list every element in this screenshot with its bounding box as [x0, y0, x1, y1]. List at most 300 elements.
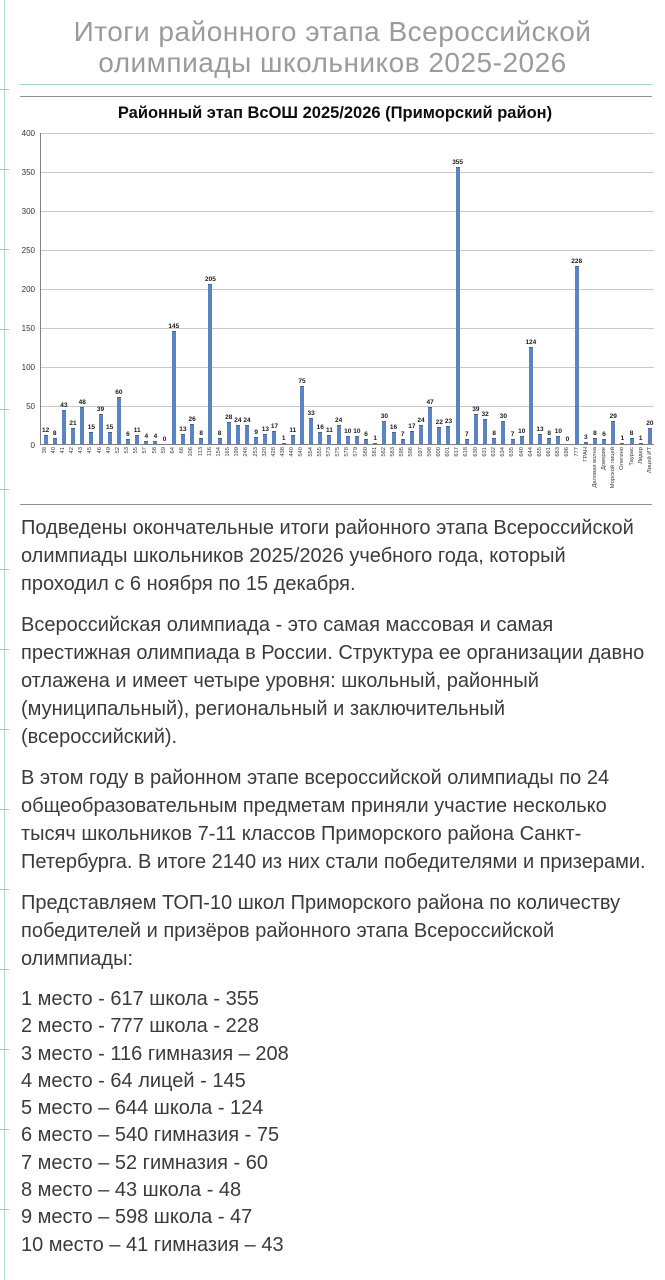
bar [135, 435, 139, 444]
x-slot [288, 445, 297, 497]
x-slot [132, 445, 141, 497]
x-axis-label: 555 [316, 447, 323, 457]
bar-slot [160, 133, 169, 444]
bar [382, 421, 386, 444]
x-slot [297, 445, 306, 497]
bar-slot [609, 133, 618, 444]
x-slot [159, 445, 168, 497]
bar-value-label: 24 [334, 417, 343, 425]
x-slot [398, 445, 407, 497]
x-slot [343, 445, 352, 497]
bar-value-label: 228 [571, 258, 583, 266]
bar-value-label: 8 [593, 429, 597, 437]
x-axis-label: 440 [289, 447, 296, 457]
x-slot [590, 445, 599, 497]
x-slot [581, 445, 590, 497]
x-axis-label: 583 [390, 447, 397, 457]
x-axis-label: 58 [151, 447, 158, 454]
bar-slot [325, 133, 334, 444]
bar-value-label: 355 [452, 159, 464, 167]
bar-slot [169, 133, 178, 444]
x-slot [141, 445, 150, 497]
bar-slot [151, 133, 160, 444]
bar-slot [581, 133, 590, 444]
chart-title: Районный этап ВсОШ 2025/2026 (Приморский район) [117, 104, 553, 122]
bar [327, 435, 331, 444]
bar [309, 418, 313, 444]
bar [556, 436, 560, 444]
x-slot [269, 445, 278, 497]
x-axis-label: 53 [124, 447, 131, 454]
x-slot [480, 445, 489, 497]
x-slot [95, 445, 104, 497]
bar-slot [41, 133, 50, 444]
teal-divider [20, 84, 652, 85]
bar-slot [361, 133, 370, 444]
x-slot [315, 445, 324, 497]
bar-slot [242, 133, 251, 444]
x-slot [627, 445, 636, 497]
y-tick-label: 100 [21, 363, 35, 372]
x-axis-spacer [6, 445, 40, 497]
top10-item: 1 место - 617 школа - 355 [21, 988, 259, 1010]
top10-item: 10 место – 41 гимназия – 43 [21, 1233, 284, 1256]
bar-value-label: 8 [199, 429, 204, 437]
bar [199, 438, 203, 444]
bar-value-label: 24 [417, 417, 425, 425]
x-slot [499, 445, 508, 497]
x-axis-label: 49 [105, 447, 112, 454]
y-axis [6, 129, 40, 450]
x-slot [251, 445, 260, 497]
y-tick-label: 150 [21, 324, 35, 333]
bar-value-label: 16 [389, 423, 398, 431]
page-title-line1: Итоги районного этапа Всероссийской [73, 16, 592, 47]
bar-value-label: 39 [472, 405, 480, 413]
bar [190, 424, 194, 444]
x-axis-label: Олегино [619, 447, 626, 470]
x-slot [361, 445, 370, 497]
bar-slot [535, 133, 544, 444]
bar-slot [590, 133, 599, 444]
bar-value-label: 15 [106, 424, 114, 432]
x-axis-label: 42 [69, 447, 76, 454]
bar-slot [636, 133, 645, 444]
y-tick-label: 50 [26, 402, 35, 411]
x-slot [113, 445, 122, 497]
chart-frame-bottom [20, 504, 652, 505]
x-axis-label: 596 [408, 447, 415, 457]
bar [236, 425, 240, 444]
x-slot [444, 445, 453, 497]
bar-value-label: 32 [481, 411, 489, 419]
bar-value-label: 26 [188, 415, 196, 423]
y-tick-label: 250 [21, 246, 35, 255]
page-title [30, 16, 635, 78]
x-axis-label: 617 [454, 447, 461, 457]
bar-slot [398, 133, 407, 444]
bar [620, 443, 624, 444]
bar-slot [554, 133, 563, 444]
x-slot [58, 445, 67, 497]
x-axis-label: Морской лицей [610, 447, 617, 489]
bar-value-label: 145 [168, 322, 180, 330]
bar-value-label: 6 [126, 431, 130, 439]
x-axis-label: 582 [380, 447, 387, 457]
bar-value-label: 10 [518, 428, 526, 436]
bar [529, 347, 533, 444]
bar [44, 435, 48, 444]
bar-value-label: 8 [217, 429, 222, 437]
y-tick-label: 300 [21, 207, 35, 216]
x-slot [278, 445, 287, 497]
bar-value-label: 33 [307, 410, 315, 418]
bar-slot [343, 133, 352, 444]
bar [392, 432, 396, 444]
x-slot [49, 445, 58, 497]
x-slot [68, 445, 77, 497]
bar-value-label: 4 [144, 432, 149, 440]
paragraph: Всероссийская олимпиада - это самая массовая и самая престижная олимпиада в России. Структура ее организации давно отлажена и имеет четыре уровня: школьный, районный (муниципальный), региональный и заключительный (всероссийский). [21, 614, 645, 748]
x-axis-label: 320 [261, 447, 268, 457]
bar-slot [178, 133, 187, 444]
x-slot [389, 445, 398, 497]
bar-value-label: 8 [629, 429, 634, 437]
bar-value-label: 11 [325, 427, 333, 435]
bar-value-label: 13 [536, 425, 544, 433]
x-slot [489, 445, 498, 497]
bar-value-label: 30 [380, 412, 388, 420]
bar-slot [371, 133, 380, 444]
paragraph: Представляем ТОП-10 школ Приморского района по количеству победителей и призёров районного этапа Всероссийской олимпиады: [21, 892, 621, 970]
x-slot [77, 445, 86, 497]
bar [419, 425, 423, 444]
bar-value-label: 7 [400, 430, 405, 438]
x-axis-label: 600 [435, 447, 442, 457]
bar-value-label: 4 [153, 432, 158, 440]
x-slot [86, 445, 95, 497]
top10-list [21, 986, 649, 1259]
bar-value-label: 13 [261, 425, 269, 433]
x-axis-label: 165 [225, 447, 232, 457]
x-axis-label: 581 [371, 447, 378, 457]
bar-slot [123, 133, 132, 444]
bar-slot [261, 133, 270, 444]
x-axis-label: 113 [197, 447, 204, 457]
bar-slot [206, 133, 215, 444]
bar-value-label: 0 [162, 436, 167, 443]
bar [373, 443, 377, 444]
top10-item: 2 место - 777 школа - 228 [21, 1015, 259, 1038]
bar-slot [627, 133, 636, 444]
x-axis-label: 43 [78, 447, 85, 454]
bar-slot [252, 133, 261, 444]
bar-value-label: 10 [554, 428, 562, 436]
bar-value-label: 21 [69, 419, 77, 427]
x-slot [205, 445, 214, 497]
bar [401, 439, 405, 444]
bar-value-label: 24 [234, 417, 242, 425]
x-slot [425, 445, 434, 497]
bar-slot [526, 133, 535, 444]
x-slot [187, 445, 196, 497]
top10-item: 3 место - 116 гимназия – 208 [21, 1042, 289, 1065]
x-slot [517, 445, 526, 497]
x-slot [563, 445, 572, 497]
x-axis-label: 578 [344, 447, 351, 457]
bar-slot [416, 133, 425, 444]
bar-slot [215, 133, 224, 444]
y-tick-label: 200 [21, 285, 35, 294]
bar-chart [6, 129, 654, 497]
bar [117, 397, 121, 444]
bar [346, 436, 350, 444]
x-axis-label: 64 [169, 447, 176, 454]
bar [108, 432, 112, 444]
top10-item: 8 место – 43 школа - 48 [21, 1179, 242, 1202]
x-axis-label: 595 [399, 447, 406, 457]
bar-value-label: 10 [344, 428, 352, 436]
x-axis-label: 598 [426, 447, 433, 457]
bar [254, 437, 258, 444]
x-slot [168, 445, 177, 497]
x-slot [123, 445, 132, 497]
bar-slot [352, 133, 361, 444]
bar [437, 427, 441, 444]
bar-slot [389, 133, 398, 444]
bar-slot [224, 133, 233, 444]
x-slot [462, 445, 471, 497]
bar [99, 414, 103, 444]
bar-slot [133, 133, 142, 444]
bar-value-label: 9 [254, 428, 258, 436]
bar-slot [233, 133, 242, 444]
bar [62, 410, 66, 444]
bar-value-label: 15 [87, 424, 95, 432]
bar [492, 438, 496, 444]
bar-value-label: 1 [638, 435, 643, 442]
bar [593, 438, 597, 444]
x-axis-label: Таурас [628, 447, 635, 466]
bar [501, 421, 505, 444]
bar [218, 438, 222, 444]
bar-slot [142, 133, 151, 444]
page-title-line2: олимпиады школьников 2025-2026 [98, 47, 567, 78]
x-slot [599, 445, 608, 497]
bar-value-label: 1 [373, 435, 378, 442]
x-axis-label: 55 [133, 447, 140, 454]
bar [364, 439, 368, 444]
bar-slot [508, 133, 517, 444]
bar-slot [453, 133, 462, 444]
x-axis-label: 644 [527, 447, 534, 457]
x-axis-label: 777 [573, 447, 580, 457]
x-axis-label: 59 [160, 447, 167, 454]
bar-value-label: 16 [316, 423, 324, 431]
bar-value-label: 6 [602, 431, 606, 439]
bar [630, 438, 634, 444]
bar-value-label: 75 [298, 377, 306, 385]
x-slot [379, 445, 388, 497]
x-axis-label: 640 [518, 447, 525, 457]
bar-slot [270, 133, 279, 444]
x-axis-label: 52 [114, 447, 121, 454]
x-axis-label: 580 [362, 447, 369, 457]
x-axis-label: Лидер [637, 447, 644, 464]
x-slot [370, 445, 379, 497]
x-axis-label: 246 [243, 447, 250, 457]
x-axis-label: 632 [491, 447, 497, 457]
bar-slot [444, 133, 453, 444]
bar [483, 419, 487, 444]
x-axis-label: 655 [536, 447, 543, 457]
paragraph: В этом году в районном этапе всероссийской олимпиады по 24 общеобразовательным предметам приняли участие несколько тысяч школьников 7-11 классов Приморского района Санкт-Петербурга. В итоге 2140 из них стали победителями и призерами. [21, 767, 646, 873]
bar [456, 167, 460, 444]
bar [144, 441, 148, 444]
y-tick-label: 400 [21, 129, 35, 138]
chart-frame-top [20, 96, 652, 97]
bar-value-label: 17 [408, 422, 416, 430]
x-axis-label: 696 [564, 447, 571, 457]
top10-item: 5 место – 644 школа - 124 [21, 1097, 264, 1120]
bar-slot [334, 133, 343, 444]
x-slot [416, 445, 425, 497]
bar [282, 443, 286, 444]
bar-value-label: 30 [499, 412, 507, 420]
bar-value-label: 10 [353, 428, 361, 436]
x-axis-label: 199 [234, 447, 241, 457]
bar [227, 422, 231, 444]
bar-slot [499, 133, 508, 444]
y-tick-label: 0 [30, 441, 35, 450]
x-axis-label: 630 [472, 447, 479, 457]
bar-slot [563, 133, 572, 444]
top10-item: 4 место - 64 лицей - 145 [21, 1069, 246, 1092]
bar [547, 438, 551, 444]
top10-item: 9 место – 598 школа - 47 [21, 1206, 253, 1229]
bar-value-label: 11 [289, 427, 297, 435]
x-axis-label: 253 [252, 447, 259, 457]
x-axis-label: 601 [445, 447, 452, 457]
bar-slot [87, 133, 96, 444]
bar-slot [96, 133, 105, 444]
bar [428, 407, 432, 444]
bar-value-label: 60 [115, 389, 123, 397]
bar-value-label: 6 [364, 431, 368, 439]
x-slot [334, 445, 343, 497]
bar-value-label: 39 [96, 405, 105, 413]
bar-slot [600, 133, 609, 444]
bar-value-label: 48 [78, 398, 86, 406]
bar [208, 284, 212, 444]
x-slot [508, 445, 517, 497]
bar [611, 421, 615, 444]
x-axis-label: 428 [270, 447, 277, 457]
x-slot [572, 445, 581, 497]
bar [71, 428, 75, 444]
bar-value-label: 8 [52, 429, 57, 437]
bar [245, 425, 249, 444]
bar-value-label: 8 [492, 429, 497, 437]
x-slot [242, 445, 251, 497]
x-slot [150, 445, 159, 497]
bar [648, 428, 652, 444]
bar-slot [316, 133, 325, 444]
x-slot [618, 445, 627, 497]
bar-value-label: 7 [464, 430, 469, 438]
x-axis-label: 540 [298, 447, 305, 457]
x-axis-label: 579 [353, 447, 360, 457]
x-axis-label: 573 [325, 447, 332, 457]
top10-item: 6 место – 540 гимназия - 75 [21, 1124, 280, 1147]
bar [584, 442, 588, 444]
x-axis-label: 116 [206, 447, 213, 457]
bar-value-label: 47 [426, 399, 434, 407]
bar [53, 438, 57, 444]
paragraph: Подведены окончательные итоги районного этапа Всероссийской олимпиады школьников 2025/2026 учебного года, который проходил с 6 ноября по 15 декабря. [21, 517, 634, 595]
x-slot [104, 445, 113, 497]
bar-slot [50, 133, 59, 444]
bar-slot [114, 133, 123, 444]
bar-slot [572, 133, 581, 444]
x-axis-label: 618 [463, 447, 470, 457]
bar-value-label: 0 [565, 436, 570, 443]
x-axis-label: 57 [142, 447, 149, 454]
bar [80, 407, 84, 444]
x-slot [178, 445, 187, 497]
bar-slot [435, 133, 444, 444]
x-slot [609, 445, 618, 497]
bar-slot [645, 133, 654, 444]
x-slot [407, 445, 416, 497]
bar [410, 431, 414, 444]
bar-slot [481, 133, 490, 444]
bar-value-label: 3 [583, 433, 588, 441]
x-axis-label: Лицей ИТ [646, 447, 653, 474]
bar-value-label: 20 [646, 420, 654, 428]
x-axis-label: Доверие [601, 447, 608, 471]
bar-value-label: 29 [609, 413, 617, 421]
bar-slot [490, 133, 499, 444]
x-axis-label: 575 [335, 447, 342, 457]
x-slot [223, 445, 232, 497]
x-axis-label: 154 [215, 447, 222, 457]
bar-value-label: 124 [525, 339, 537, 347]
bar-value-label: 13 [179, 425, 187, 433]
bar-value-label: 24 [243, 417, 251, 425]
x-axis-label: 554 [307, 447, 314, 457]
x-axis-label: 46 [96, 447, 103, 454]
x-axis-label: Деловая волна [591, 447, 598, 488]
bar [465, 439, 469, 444]
bar [291, 435, 295, 444]
bar-slot [426, 133, 435, 444]
top10-item: 7 место – 52 гимназия - 60 [21, 1151, 269, 1174]
x-axis-label: 106 [188, 447, 195, 457]
x-axis-label: 45 [87, 447, 94, 454]
bar [89, 432, 93, 444]
bar [520, 436, 524, 444]
bar-slot [78, 133, 87, 444]
x-slot [544, 445, 553, 497]
bar-slot [105, 133, 114, 444]
bar-slot [59, 133, 68, 444]
bar [172, 331, 176, 444]
bar-value-label: 12 [41, 426, 50, 434]
bar-value-label: 17 [270, 422, 279, 430]
x-axis-label: 634 [500, 447, 507, 457]
bar [639, 443, 643, 444]
